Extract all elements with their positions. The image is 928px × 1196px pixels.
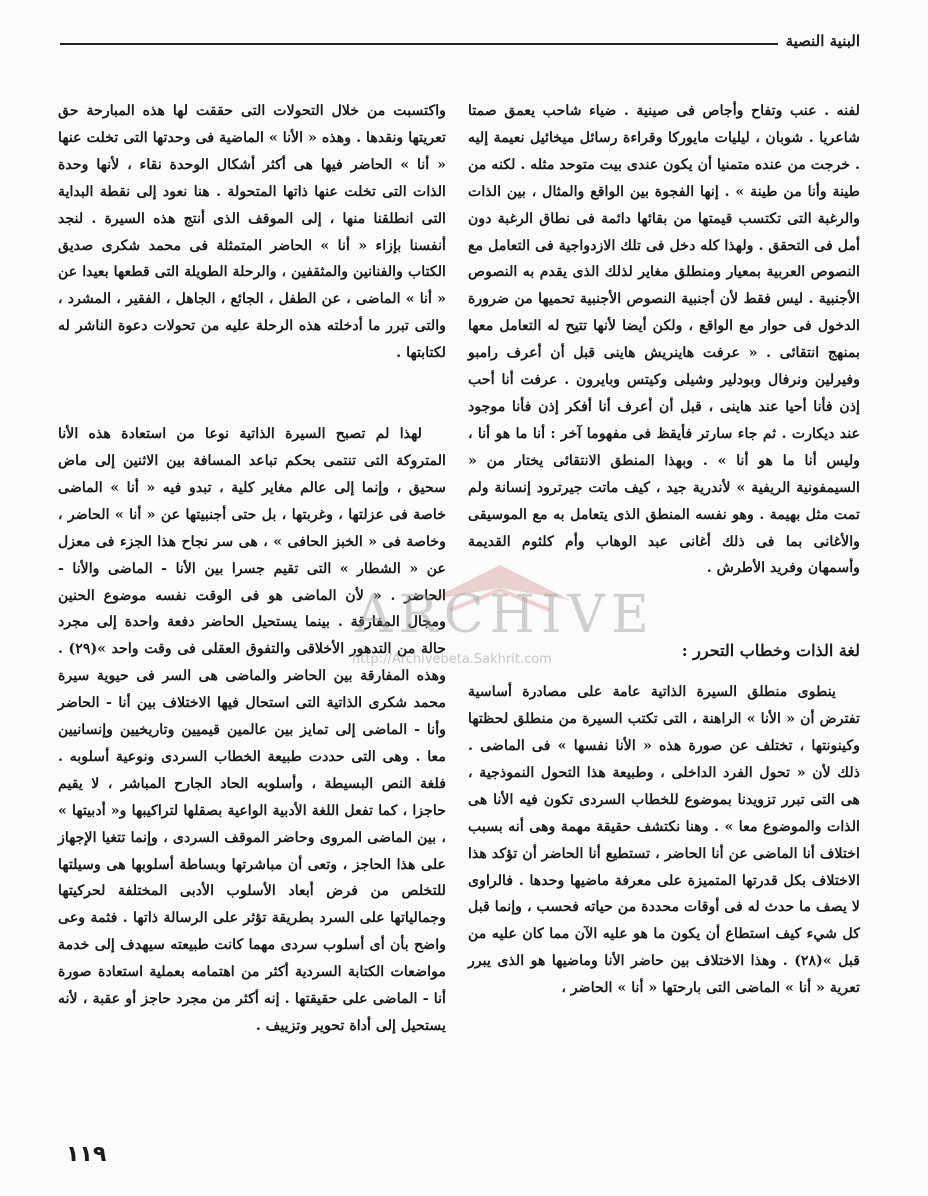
right-column-paragraph-1: لفنه . عنب وتفاح وأجاص فى صينية . ضياء شاحب يعمق صمتا شاعريا . شوبان ، ليليات مايوركا وقراءة رسائل ميخائيل نعيمة إليه . خرجت من عنده متمنيا أن يكون عندى بيت متوحد مثله . لكنه من طينة وأنا من طينة » . إنها الفجوة بين الواقع والمثال ، بين الذات والرغبة التى تكتسب قيمتها من بقائها دائمة فى نطاق الرغبة دون أمل فى التحقق . ولهذا كله دخل فى تلك الازدواجية فى التعامل مع النصوص العربية بمعيار ومنطلق مغاير لذلك الذى يقدم به النصوص الأجنبية . ليس فقط لأن أجنبية النصوص الأجنبية تحميها من ضرورة الدخول فى حوار مع الواقع ، ولكن أيضا لأنها تتيح له التعامل معها بمنهج انتقائى . « عرفت هاينريش هاينى قبل أن أعرف رامبو وفيرلين ونرفال وبودلير وشيلى وكيتس وبايرون . عرفت أنا أحب إذن فأنا أحيا عند هاينى ، قبل أن أعرف أنا أفكر إذن فأنا موجود عند ديكارت . ثم جاء سارتر فأيقظ فى مفهوما آخر : أنا ما هو أنا ، وليس أنا ما هو أنا » . وبهذا المنطق الانتقائى يختار من « السيمفونية الريفية » لأندرية جيد ، كيف ماتت جيرترود إنسانة ولم تمت مثل بهيمة . وهو نفسه المنطق الذى يتعامل به مع الموسيقى والأغانى بما فى ذلك أغانى عبد الوهاب وأم كلثوم القديمة وأسمهان وفريد الأطرش . [468,103,860,577]
page-number: ١١٩ [66,1142,107,1167]
header-rule [60,43,860,45]
header-title: البنية النصية [778,32,860,50]
watermark-text: ARCHIVE [355,585,655,645]
right-column [468,98,860,1002]
running-header [60,32,860,54]
left-column-paragraph-1: واكتسبت من خلال التحولات التى حققت لها هذه المبارحة حق تعريتها ونقدها . وهذه « الأنا » الماضية فى وحدتها التى تخلت عنها « أنا » الحاضر فيها هى أكثر أشكال الوحدة نقاء ، لأنها وحدة الذات التى تخلت عنها ذاتها المتحولة . هنا نعود إلى نقطة البداية التى انطلقنا منها ، إلى الموقف الذى أنتج هذه السيرة . لنجد أنفسنا بإزاء « أنا » الحاضر المتمثلة فى محمد شكرى صديق الكتاب والفنانين والمثقفين ، والرحلة الطويلة التى قطعها بعيدا عن « أنا » الماضى ، عن الطفل ، الجائع ، الجاهل ، الفقير ، المشرد ، والتى تبرر ما أدخلته هذه الرحلة عليه من تحولات دعوة الناشر له لكتابتها . [58,103,446,362]
left-column-paragraph-2: لهذا لم تصبح السيرة الذاتية نوعا من استعادة هذه الأنا المتروكة التى تنتمى بحكم تباعد المسافة بين الاثنين إلى ماض سحيق ، وإنما إلى عالم مغاير كلية ، تبدو فيه « أنا » الماضى خاصة فى عزلتها ، وغربتها ، بل حتى أجنبيتها عن « أنا » الحاضر ، وخاصة فى « الخبز الحافى » ، هى سر نجاح هذا الجزء فى معزل عن « الشطار » التى تقيم جسرا بين الأنا - الماضى والأنا - الحاضر . « لأن الماضى هو فى الوقت نفسه موضوع الحنين ومجال المفارقة . بينما يستحيل الحاضر دفعة واحدة إلى مجرد حالة من التدهور الأخلاقى والتفوق العقلى فى وقت واحد »(٢٩) . وهذه المفارقة بين الحاضر والماضى هى السر فى حيوية سيرة محمد شكرى الذاتية التى استحال فيها الاختلاف بين أنا - الحاضر وأنا - الماضى إلى تمايز بين عالمين قيميين وتاريخيين وإنسانيين معا . وهى التى حددت طبيعة الخطاب السردى ونوعية أسلوبه . فلغة النص البسيطة ، وأسلوبه الحاد الجارح المباشر ، لا يقيم حاجزا ، كما تفعل اللغة الأدبية الواعية بصقلها لتراكيبها و« أدبيتها » ، بين الماضى المروى وحاضر الموقف السردى ، وإنما تتغيا الإجهاز على هذا الحاجز ، وتعى أن مباشرتها وبساطة أسلوبها هى وسيلتها للتخلص من فرض أبعاد الأسلوب الأدبى المختلفة لحركيتها وجمالياتها على السرد بطريقة تؤثر على الرسالة ذاتها . فثمة وعى واضح بأن أى أسلوب سردى مهما كانت طبيعته سيهدف إلى خدمة مواضعات الكتابة السردية أكثر من اهتمامه بعملية استعادة صورة أنا - الماضى على حقيقتها . إنه أكثر من مجرد حاجز أو عقبة ، لأنه يستحيل إلى أداة تحوير وتزييف . [58,426,446,1034]
left-column [58,98,446,1040]
right-column-paragraph-2: ينطوى منطلق السيرة الذاتية عامة على مصادرة أساسية تفترض أن « الأنا » الراهنة ، التى تكتب السيرة من منطلق لحظتها وكينونتها ، تختلف عن صورة هذه « الأنا نفسها » فى الماضى . ذلك لأن « تحول الفرد الداخلى ، وطبيعة هذا التحول النموذجية ، هى التى تبرر تزويدنا بموضوع للخطاب السردى تكون فيه الأنا هى الذات والموضوع معا » . وهنا نكتشف حقيقة مهمة وهى أنه بسبب اختلاف أنا الماضى عن أنا الحاضر ، تستطيع أنا الحاضر أن تؤكد هذا الاختلاف بكل قدرتها المتميزة على معرفة ماضيها وحدها . فالراوى لا يصف ما حدث له فى أوقات محددة من حياته فحسب ، وإنما قبل كل شيء كيف استطاع أن يكون ما هو عليه الآن مما كان عليه من قبل »(٢٨) . وهذا الاختلاف بين حاضر الأنا وماضيها هو الذى يبرر تعرية « أنا » الماضى التى بارحتها « أنا » الحاضر ، [468,684,861,997]
section-heading: لغة الذات وخطاب التحرر : [681,641,860,661]
watermark-url: http://Archivebeta.Sakhrit.com [352,652,552,667]
